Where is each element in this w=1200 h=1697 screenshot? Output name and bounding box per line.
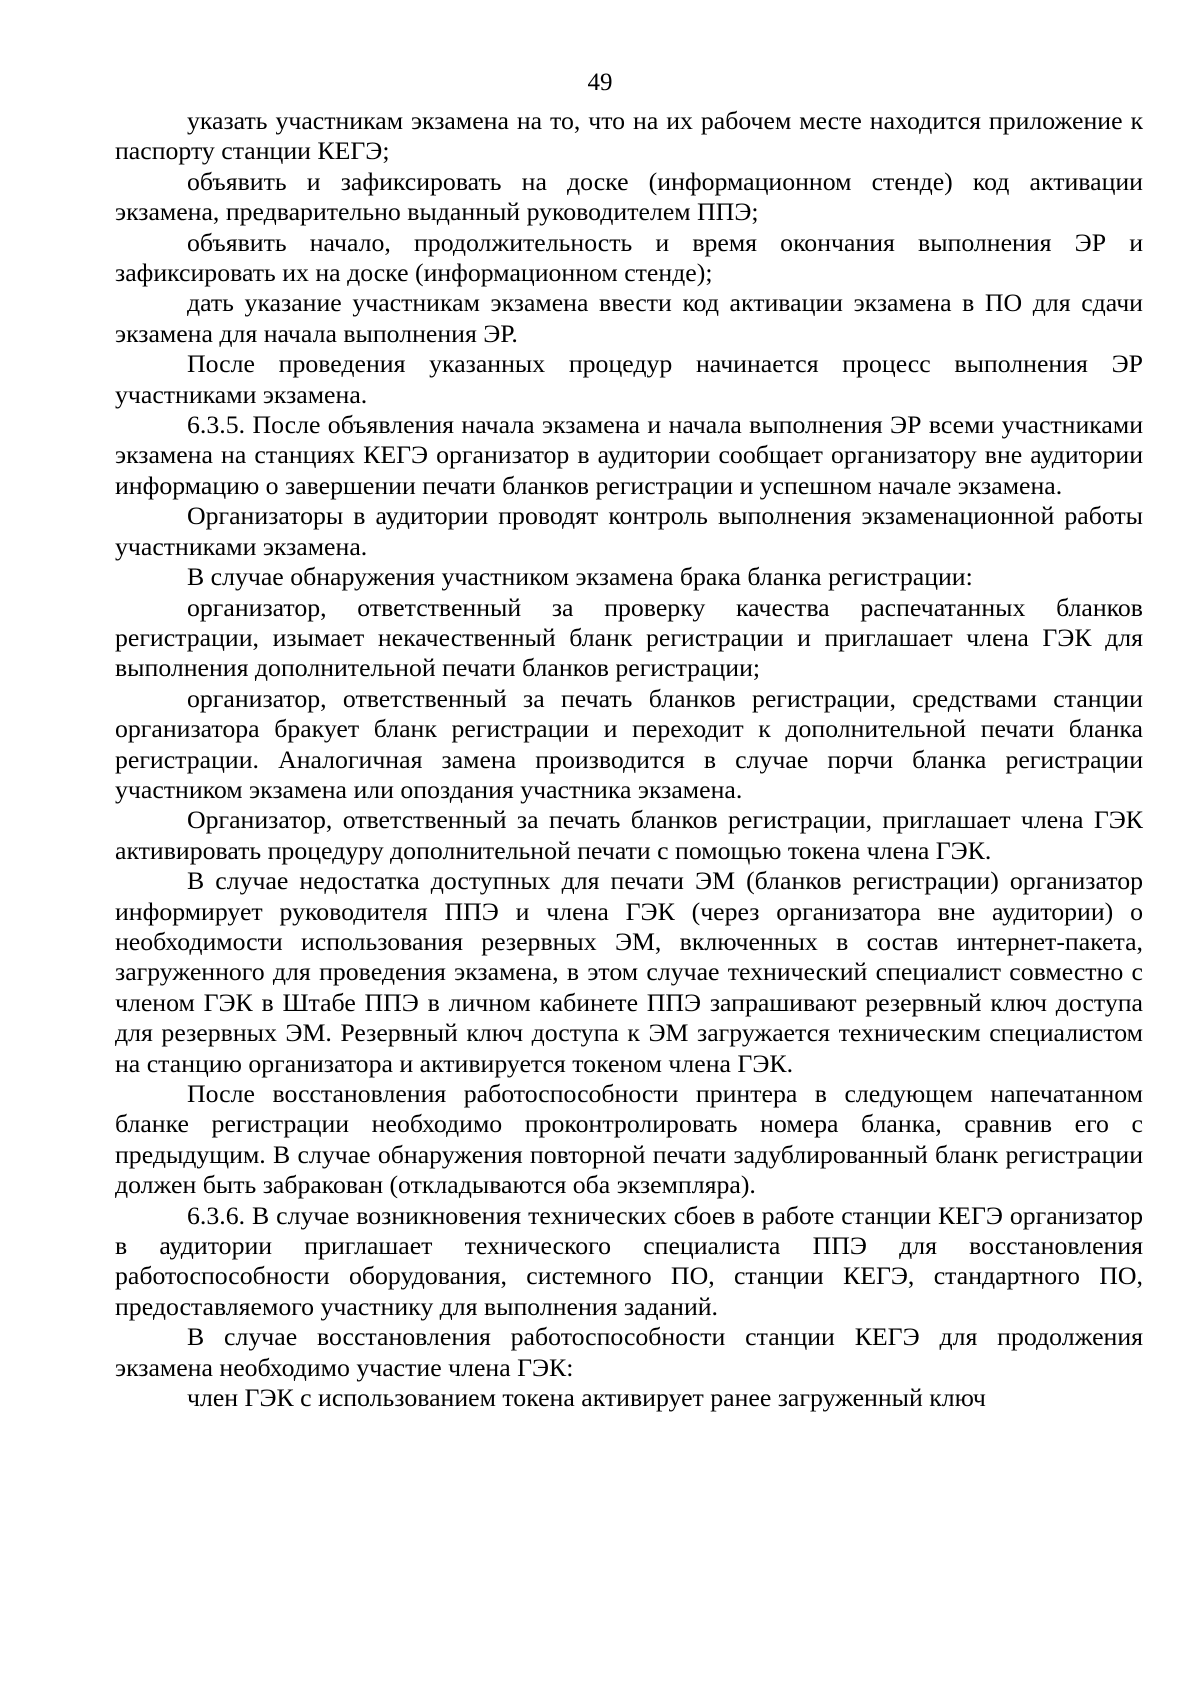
paragraph: После восстановления работоспособности принтера в следующем напечатанном бланке регистрации необходимо проконтролировать номера бланка, сравнив его с предыдущим. В случае обнаружения повторной печати задублированный бланк регистрации должен быть забракован (откладываются оба экземпляра). (115, 1079, 1143, 1200)
paragraph: В случае восстановления работоспособности станции КЕГЭ для продолжения экзамена необходимо участие члена ГЭК: (115, 1322, 1143, 1382)
paragraph: организатор, ответственный за печать бланков регистрации, средствами станции организатора бракует бланк регистрации и переходит к дополнительной печати бланка регистрации. Аналогичная замена производится в случае порчи бланка регистрации участником экзамена или опоздания участника экзамена. (115, 683, 1143, 804)
paragraph: После проведения указанных процедур начинается процесс выполнения ЭР участниками экзамена. (115, 349, 1143, 409)
paragraph: 6.3.5. После объявления начала экзамена и начала выполнения ЭР всеми участниками экзамена на станциях КЕГЭ организатор в аудитории сообщает организатору вне аудитории информацию о завершении печати бланков регистрации и успешном начале экзамена. (115, 410, 1143, 500)
page-number: 49 (587, 69, 613, 96)
paragraph: объявить начало, продолжительность и время окончания выполнения ЭР и зафиксировать их на доске (информационном стенде); (115, 227, 1143, 288)
document-body (115, 106, 1143, 1413)
paragraph: дать указание участникам экзамена ввести код активации экзамена в ПО для сдачи экзамена для начала выполнения ЭР. (115, 288, 1143, 348)
paragraph: Организатор, ответственный за печать бланков регистрации, приглашает члена ГЭК активировать процедуру дополнительной печати с помощью токена члена ГЭК. (115, 805, 1143, 865)
paragraph: В случае недостатка доступных для печати ЭМ (бланков регистрации) организатор информирует руководителя ППЭ и члена ГЭК (через организатора вне аудитории) о необходимости использования резервных ЭМ, включенных в состав интернет-пакета, загруженного для проведения экзамена, в этом случае технический специалист совместно с членом ГЭК в Штабе ППЭ в личном кабинете ППЭ запрашивают резервный ключ доступа для резервных ЭМ. Резервный ключ доступа к ЭМ загружается техническим специалистом на станцию организатора и активируется токеном члена ГЭК. (115, 866, 1143, 1078)
paragraph: указать участникам экзамена на то, что на их рабочем месте находится приложение к паспорту станции КЕГЭ; (115, 106, 1143, 166)
paragraph: организатор, ответственный за проверку качества распечатанных бланков регистрации, изымает некачественный бланк регистрации и приглашает члена ГЭК для выполнения дополнительной печати бланков регистрации; (115, 592, 1143, 683)
paragraph: В случае обнаружения участником экзамена брака бланка регистрации: (187, 562, 973, 592)
paragraph: Организаторы в аудитории проводят контроль выполнения экзаменационной работы участниками экзамена. (115, 501, 1143, 561)
paragraph: объявить и зафиксировать на доске (информационном стенде) код активации экзамена, предварительно выданный руководителем ППЭ; (115, 166, 1143, 227)
paragraph: 6.3.6. В случае возникновения технических сбоев в работе станции КЕГЭ организатор в аудитории приглашает технического специалиста ППЭ для восстановления работоспособности оборудования, системного ПО, станции КЕГЭ, стандартного ПО, предоставляемого участнику для выполнения заданий. (115, 1200, 1143, 1321)
paragraph: член ГЭК с использованием токена активирует ранее загруженный ключ (187, 1383, 986, 1413)
